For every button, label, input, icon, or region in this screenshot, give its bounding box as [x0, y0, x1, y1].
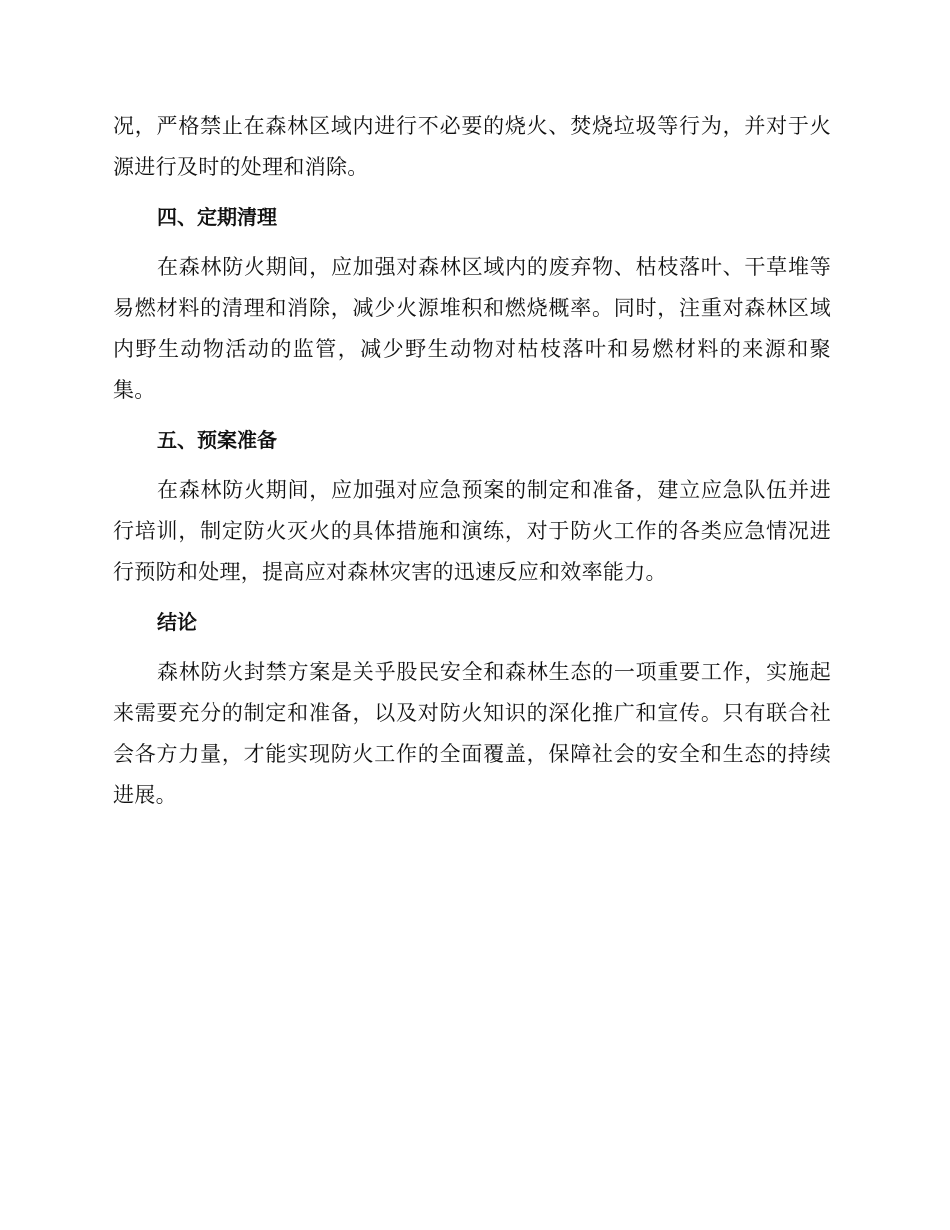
paragraph-contingency-plan: 在森林防火期间，应加强对应急预案的制定和准备，建立应急队伍并进行培训，制定防火灭火的具体措施和演练，对于防火工作的各类应急情况进行预防和处理，提高应对森林灾害的迅速反应和效率能力。	[113, 478, 831, 584]
paragraph-regular-cleanup: 在森林防火期间，应加强对森林区域内的废弃物、枯枝落叶、干草堆等易燃材料的清理和消除，减少火源堆积和燃烧概率。同时，注重对森林区域内野生动物活动的监管，减少野生动物对枯枝落叶和易燃材料的来源和聚集。	[113, 255, 831, 402]
section-heading-contingency-plan: 五、预案准备	[157, 428, 277, 452]
section-heading-conclusion: 结论	[157, 610, 197, 634]
document-page	[113, 106, 831, 825]
section-heading-regular-cleanup: 四、定期清理	[157, 205, 277, 229]
paragraph-conclusion: 森林防火封禁方案是关乎股民安全和森林生态的一项重要工作，实施起来需要充分的制定和准备，以及对防火知识的深化推广和宣传。只有联合社会各方力量，才能实现防火工作的全面覆盖，保障社会的安全和生态的持续进展。	[113, 660, 831, 807]
paragraph-continuation: 况，严格禁止在森林区域内进行不必要的烧火、焚烧垃圾等行为，并对于火源进行及时的处理和消除。	[113, 114, 831, 179]
